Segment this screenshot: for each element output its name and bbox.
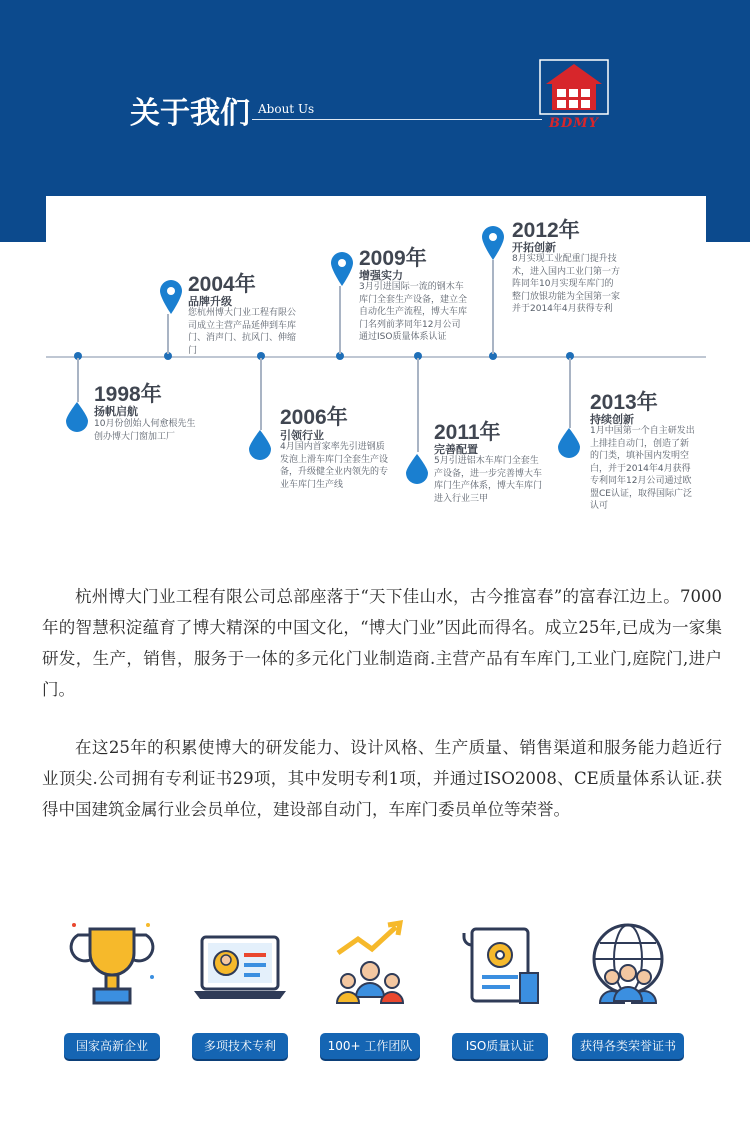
milestone-year-2012: 2012年	[512, 219, 580, 242]
certificate-gear-icon	[450, 915, 550, 1015]
milestone-title: 品牌升级	[188, 295, 232, 308]
feature-honors	[568, 915, 688, 1065]
milestone-title: 持续创新	[590, 413, 634, 426]
feature-label-honors: 获得各类荣誉证书	[572, 1033, 684, 1059]
timeline-stem	[167, 314, 169, 354]
timeline-stem	[417, 358, 419, 452]
feature-label-high-tech: 国家高新企业	[64, 1033, 160, 1059]
feature-patents	[180, 915, 300, 1065]
milestone-title: 完善配置	[434, 443, 478, 456]
map-pin-icon	[160, 280, 182, 314]
globe-team-icon	[578, 915, 678, 1015]
milestone-desc: 8月实现工业配重门提升技术，进入国内工业门第一方阵同年10月实现车库门的整门放银功能为全国第一家并于2014年4月获得专利	[512, 254, 621, 314]
water-drop-icon	[66, 402, 88, 432]
milestone-year-2013: 2013年	[590, 391, 658, 414]
milestone-title: 引领行业	[280, 429, 324, 442]
timeline-stem	[492, 260, 494, 354]
history-timeline	[46, 196, 706, 530]
milestone-year-2004: 2004年	[188, 273, 256, 296]
trophy-icon	[62, 915, 162, 1015]
team-growth-icon	[320, 915, 420, 1015]
title-underline	[252, 119, 542, 120]
water-drop-icon	[406, 454, 428, 484]
timeline-stem	[77, 358, 79, 402]
feature-team	[310, 915, 430, 1065]
page-subtitle: About Us	[258, 102, 315, 116]
map-pin-icon	[482, 226, 504, 260]
milestone-title: 开拓创新	[512, 241, 556, 254]
milestone-year-2006: 2006年	[280, 406, 348, 429]
page-title: 关于我们	[130, 96, 250, 131]
water-drop-icon	[558, 428, 580, 458]
milestone-year-2009: 2009年	[359, 247, 427, 270]
timeline-stem	[569, 358, 571, 428]
milestone-desc: 10月份创始人何愈根先生创办博大门窗加工厂	[94, 419, 196, 442]
logo-text: BDMY	[549, 116, 599, 131]
laptop-profile-icon	[190, 915, 290, 1015]
map-pin-icon	[331, 252, 353, 286]
milestone-title: 扬帆启航	[94, 405, 138, 418]
water-drop-icon	[249, 430, 271, 460]
milestone-year-1998: 1998年	[94, 383, 162, 406]
timeline-stem	[260, 358, 262, 430]
feature-label-patents: 多项技术专利	[192, 1033, 288, 1059]
milestone-desc: 1月中国第一个自主研发出上排挂自动门，创造了新的门类，填补国内发明空白，并于2014年4月获得专利同年12月公司通过欧盟CE认证，取得国际广泛认可	[590, 426, 695, 511]
honors-paragraph: 在这25年的积累使博大的研发能力、设计风格、生产质量、销售渠道和服务能力趋近行业顶尖.公司拥有专利证书29项，其中发明专利1项，并通过ISO2008、CE质量体系认证.获得中国建筑金属行业会员单位，建设部自动门，车库门委员单位等荣誉。	[42, 738, 722, 819]
timeline-stem	[339, 286, 341, 354]
milestone-desc: 5月引进铝木车库门全套生产设备，进一步完善博大车库门生产体系，博大车库门进入行业三甲	[434, 456, 543, 504]
feature-label-team: 100+ 工作团队	[320, 1033, 420, 1059]
milestone-desc: 4月国内首家率先引进钢质发泡上滑车库门全套生产设备，升级健全业内领先的专业车库门生产线	[280, 442, 389, 490]
intro-paragraph: 杭州博大门业工程有限公司总部座落于“天下佳山水，古今推富春”的富春江边上。7000年的智慧积淀蕴育了博大精深的中国文化，“博大门业”因此而得名。成立25年,已成为一家集研发，生产，销售，服务于一体的多元化门业制造商.主营产品有车库门,工业门,庭院门,进户门。	[42, 587, 722, 699]
feature-label-iso: ISO质量认证	[452, 1033, 548, 1059]
milestone-desc: 3月引进国际一流的钢木车库门全套生产设备，建立全自动化生产流程，博大车库门名列前茅同年12月公司通过ISO质量体系认证	[359, 282, 468, 342]
milestone-desc: 您杭州博大门业工程有限公司成立主营产品延伸到车库门、消声门、抗风门、伸缩门	[188, 308, 297, 356]
milestone-title: 增强实力	[359, 269, 403, 282]
milestone-year-2011: 2011年	[434, 421, 501, 444]
feature-iso	[440, 915, 560, 1065]
feature-high-tech	[52, 915, 172, 1065]
timeline-axis	[46, 356, 706, 358]
